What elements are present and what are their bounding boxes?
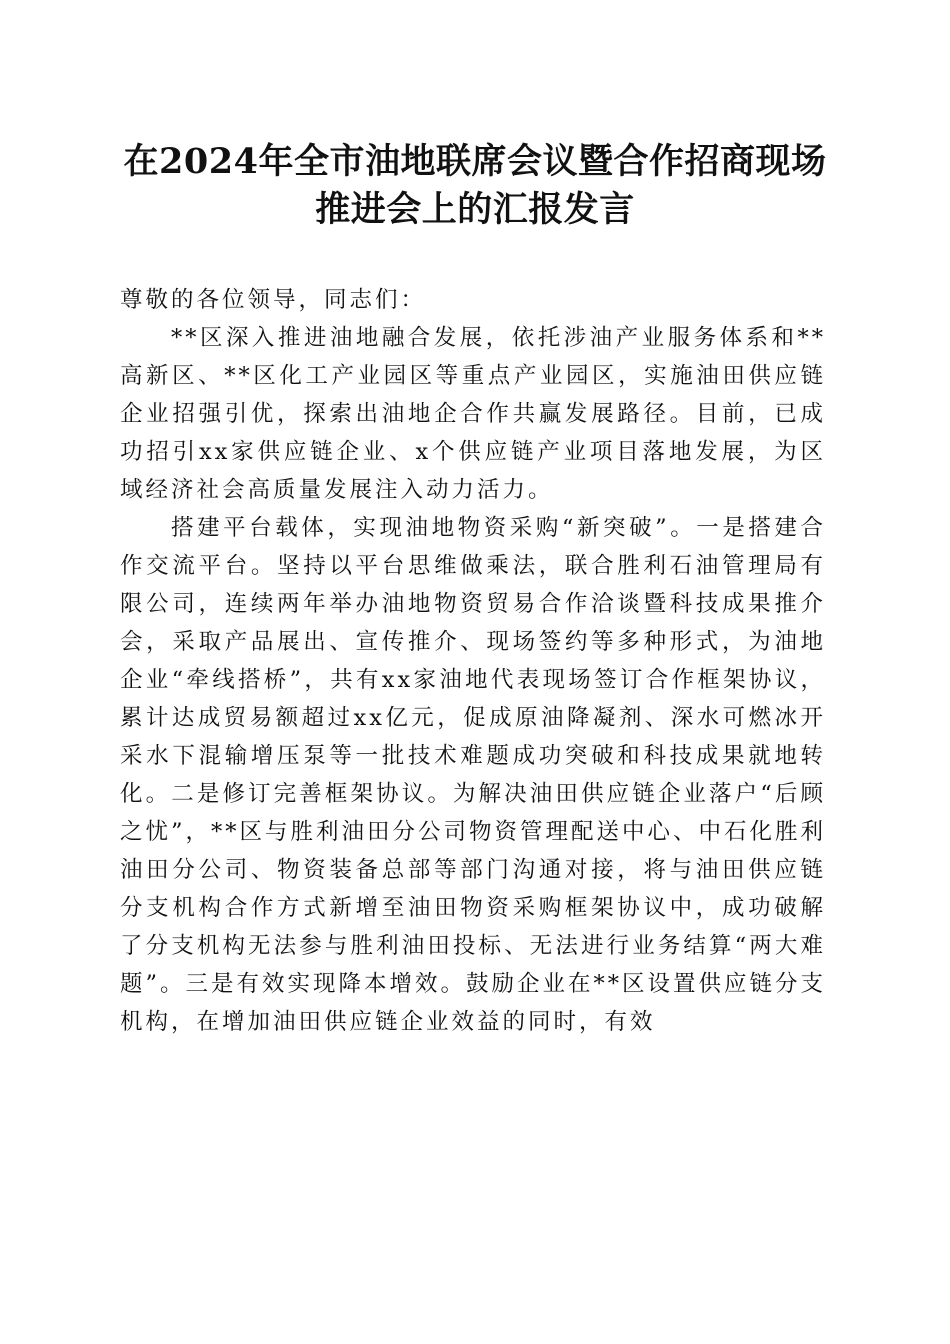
title-line-2: 推进会上的汇报发言: [315, 189, 635, 230]
paragraph-platform: 搭建平台载体，实现油地物资采购“新突破”。一是搭建合作交流平台。坚持以平台思维做乘法，联合胜利石油管理局有限公司，连续两年举办油地物资贸易合作洽谈暨科技成果推介会，采取产品展出、宣传推介、现场签约等多种形式，为油地企业“牵线搭桥”，共有xx家油地代表现场签订合作框架协议，累计达成贸易额超过xx亿元，促成原油降凝剂、深水可燃冰开采水下混输增压泵等一批技术难题成功突破和科技成果就地转化。二是修订完善框架协议。为解决油田供应链企业落户“后顾之忧”，**区与胜利油田分公司物资管理配送中心、中石化胜利油田分公司、物资装备总部等部门沟通对接，将与油田供应链分支机构合作方式新增至油田物资采购框架协议中，成功破解了分支机构无法参与胜利油田投标、无法进行业务结算“两大难题”。三是有效实现降本增效。鼓励企业在**区设置供应链分支机构，在增加油田供应链企业效益的同时，有效: [120, 515, 827, 1035]
document-title: [100, 138, 850, 234]
salutation: 尊敬的各位领导，同志们：: [120, 287, 427, 313]
paragraph-intro: **区深入推进油地融合发展，依托涉油产业服务体系和**高新区、**区化工产业园区等重点产业园区，实施油田供应链企业招强引优，探索出油地企合作共赢发展路径。目前，已成功招引xx家供应链企业、x个供应链产业项目落地发展，为区域经济社会高质量发展注入动力活力。: [120, 325, 826, 503]
document-body: [120, 281, 826, 1041]
title-line-1: 在2024年全市油地联席会议暨合作招商现场: [123, 141, 827, 182]
